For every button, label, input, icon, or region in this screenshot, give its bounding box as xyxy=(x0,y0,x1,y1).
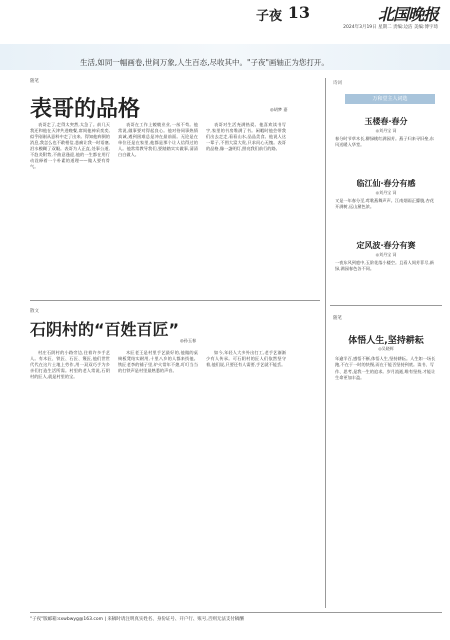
poem-body: 又是一年春分至,莺歌燕舞声声。江南烟雨正朦胧,杏花开满树,远山黛色浓。 xyxy=(335,198,434,210)
divider xyxy=(30,612,442,613)
poem-title: 定风波·春分有赛 xyxy=(356,241,416,250)
paragraph: 表哥对生活充满热爱。他喜欢读书写字,家里的书房堆满了书。闲暇时他会带我们出去走走,看看山水,品品美食。他说人这一辈子,不图大富大贵,只求问心无愧。表哥的品格,像一盏明灯,照亮我们前行的路。 xyxy=(206,122,286,152)
paragraph: 表哥走了,走得太突然,太急了。前几天我还和他在天津共进晚餐,席间他神采奕奕,似乎刚刚从意料中走了出来。得知他病倒的消息,我怎么也不敢相信,悲痛让我一时语塞,泪水模糊了双眼。表哥为人正直,处事公道,不趋炎附势,不曲意逢迎,他的一生都在用行动诠释着一个朴素的道理——做人要有骨气。 xyxy=(30,122,110,170)
banner xyxy=(0,44,450,70)
page-header xyxy=(0,0,450,42)
newspaper-logo: 北国晚报 xyxy=(377,5,438,24)
article-author: ◎胡梦 嘉 xyxy=(270,107,288,112)
sidebar-article-title: 体悟人生,坚持耕耘 xyxy=(348,336,424,346)
page-number: 13 xyxy=(287,3,310,22)
article-column xyxy=(206,350,286,610)
poem-body: 春分时节草木长,柳绿桃红满园芳。燕子归来寻旧垒,东风送暖入华堂。 xyxy=(335,136,434,148)
article-column xyxy=(30,350,110,610)
article-column xyxy=(118,122,198,302)
article-column xyxy=(118,350,198,610)
banner-text: 生活,如同一幅画卷,世间万象,人生百态,尽收其中。"子夜"画轴正为您打开。 xyxy=(80,58,329,67)
paragraph: 村庄石阴村的小路旁边,住着许多手艺人。有木匠、铁匠、石匠、篾匠,他们世世代代在这片土地上劳作,用一双双巧手为乡亲们打造生活所需。村里的老人常说,石阴村的匠人,就是村里的宝。 xyxy=(30,350,110,380)
footer-note: "子夜"版邮箱:sxwbwyg@163.com | 来稿时请注明真实姓名、身份证号、开户行、账号,否则无法支付稿酬 xyxy=(30,617,244,622)
poem-author: ◎刘丹宝 词 xyxy=(375,190,397,195)
sidebar-tag: 诗词 xyxy=(333,81,342,86)
poem-author: ◎刘丹宝 词 xyxy=(375,128,397,133)
article-tag: 随笔 xyxy=(30,79,39,84)
sidebar-header: 万和堂主人词选 xyxy=(345,94,435,104)
column-divider xyxy=(325,78,326,608)
paragraph: 表哥在工作上兢兢业业,一丝不苟。他常说,做事要对得起良心。他对待同事热情真诚,遇到困难总是冲在最前面。无论是在单位还是在家里,他都是那个让人信得过的人。他常常教导我们,要踏踏实实做事,清清白白做人。 xyxy=(118,122,198,158)
article-author: ◎孙玉春 xyxy=(180,338,197,343)
dateline: 2024年3月19日 星期二 责编:边洁 美编:傅宇琦 xyxy=(343,25,438,30)
poem-author: ◎刘丹宝 词 xyxy=(375,252,397,257)
divider xyxy=(30,300,320,301)
paragraph: 木匠老王是村里手艺最好的,他做的桌椅板凳结实耐用,十里八乡的人都来找他。铁匠老李的铺子里,炉火常年不熄,叮叮当当的打铁声是村里最熟悉的声音。 xyxy=(118,350,198,374)
article-tag: 散文 xyxy=(30,309,39,314)
article-title: 表哥的品格 xyxy=(30,97,141,122)
sidebar-tag: 随笔 xyxy=(333,316,342,321)
divider xyxy=(330,305,442,306)
article-column xyxy=(30,122,110,302)
poem-body: 一夜东风到庭中,玉阶花落小楼空。且看人间芳菲尽,新绿,满园春色各不同。 xyxy=(335,260,434,272)
poem-title: 玉楼春·春分 xyxy=(364,117,408,126)
section-title: 子夜 xyxy=(255,9,282,24)
sidebar-author: ◎吴晓辉 xyxy=(378,346,394,351)
article-column xyxy=(206,122,286,302)
article-title: 石阴村的“百姓百匠” xyxy=(30,320,180,339)
paragraph: 如今,年轻人大多外出打工,老手艺渐渐少有人传承。可石阴村的匠人们依然坚守着,他们说,只要还有人需要,手艺就不能丢。 xyxy=(206,350,286,368)
sidebar-body: 年逾半百,感悟不断,体悟人生,坚持耕耘。人生如一场长跑,不在于一时的快慢,而在于能否坚持到底。读书、写作、思考,是我一生的追求。岁月流逝,唯有坚持,才能让生命更加丰盈。 xyxy=(335,356,436,380)
poem-title: 临江仙·春分有感 xyxy=(356,179,416,188)
